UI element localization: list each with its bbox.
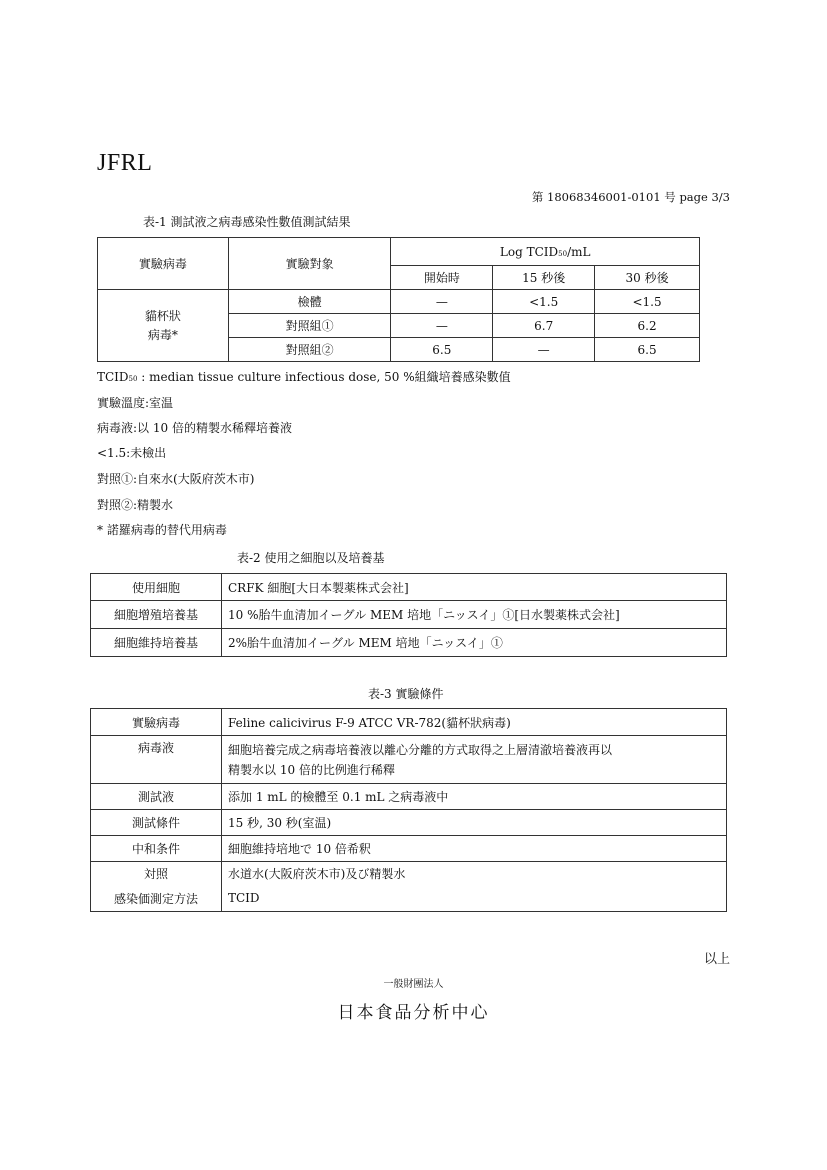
row-target: 檢體 [228,290,391,314]
cells-media-table [90,573,727,657]
row-label: 使用細胞 [91,574,222,601]
row-value: 添加 1 mL 的檢體至 0.1 mL 之病毒液中 [222,784,727,810]
row-label: 測試條件 [91,810,222,836]
row-value: CRFK 細胞[大日本製薬株式会社] [222,574,727,601]
note-surrogate: * 諾羅病毒的替代用病毒 [97,523,227,537]
note-virus-fluid: 病毒液:以 10 倍的精製水稀釋培養液 [97,421,292,435]
row-value: 細胞培養完成之病毒培養液以離心分離的方式取得之上層清澈培養液再以 精製水以 10 倍的比例進行稀釋 [222,736,727,784]
conditions-table [90,708,727,912]
note-detection-limit: <1.5:未檢出 [97,446,167,460]
header-target: 實驗對象 [228,238,391,290]
note-control-2: 對照②:精製水 [97,498,174,512]
row-value: 2%胎牛血清加イーグル MEM 培地「ニッスイ」① [222,629,727,657]
header-30s: 30 秒後 [595,266,700,290]
row-label: 測試液 [91,784,222,810]
row-t30: 6.2 [595,314,700,338]
results-table [97,237,700,362]
row-t0: — [391,314,493,338]
row-label: 病毒液 [91,736,222,784]
row-t15: <1.5 [493,290,595,314]
note-temperature: 實驗溫度:室温 [97,396,174,410]
table1-caption: 表-1 測試液之病毒感染性數值測試結果 [143,215,351,229]
row-value: 10 %胎牛血清加イーグル MEM 培地「ニッスイ」①[日水製薬株式会社] [222,601,727,629]
row-t15: 6.7 [493,314,595,338]
row-value: TCID [222,886,727,912]
row-t0: 6.5 [391,338,493,362]
jfrl-logo: JFRL [97,150,153,176]
document-number: 第 18068346001-0101 号 page 3/3 [531,190,730,204]
header-15s: 15 秒後 [493,266,595,290]
row-t15: — [493,338,595,362]
row-t30: <1.5 [595,290,700,314]
virus-cell: 貓杯狀 病毒* [98,290,229,362]
organization-name: 日本食品分析中心 [337,1003,490,1023]
end-mark: 以上 [703,952,730,967]
organization-type: 一般財團法人 [383,979,444,990]
row-label: 感染価測定方法 [91,886,222,912]
row-value: 15 秒, 30 秒(室温) [222,810,727,836]
row-label: 細胞增殖培養基 [91,601,222,629]
row-value: 細胞維持培地で 10 倍希釈 [222,836,727,862]
row-value: Feline calicivirus F-9 ATCC VR-782(貓杯狀病毒) [222,709,727,736]
row-t0: — [391,290,493,314]
note-tcid: TCID50 : median tissue culture infectious dose, 50 %組織培養感染數值 [97,370,511,384]
row-t30: 6.5 [595,338,700,362]
row-label: 中和条件 [91,836,222,862]
row-target: 對照組② [228,338,391,362]
note-control-1: 對照①:自來水(大阪府茨木市) [97,472,255,486]
row-value: 水道水(大阪府茨木市)及び精製水 [222,862,727,886]
header-log-tcid: Log TCID50/mL [391,238,700,266]
row-label: 細胞維持培養基 [91,629,222,657]
row-label: 實驗病毒 [91,709,222,736]
header-start: 開始時 [391,266,493,290]
row-target: 對照組① [228,314,391,338]
table2-caption: 表-2 使用之細胞以及培養基 [237,551,385,565]
row-label: 対照 [91,862,222,886]
header-virus: 實驗病毒 [98,238,229,290]
table3-caption: 表-3 實驗條件 [368,687,444,701]
